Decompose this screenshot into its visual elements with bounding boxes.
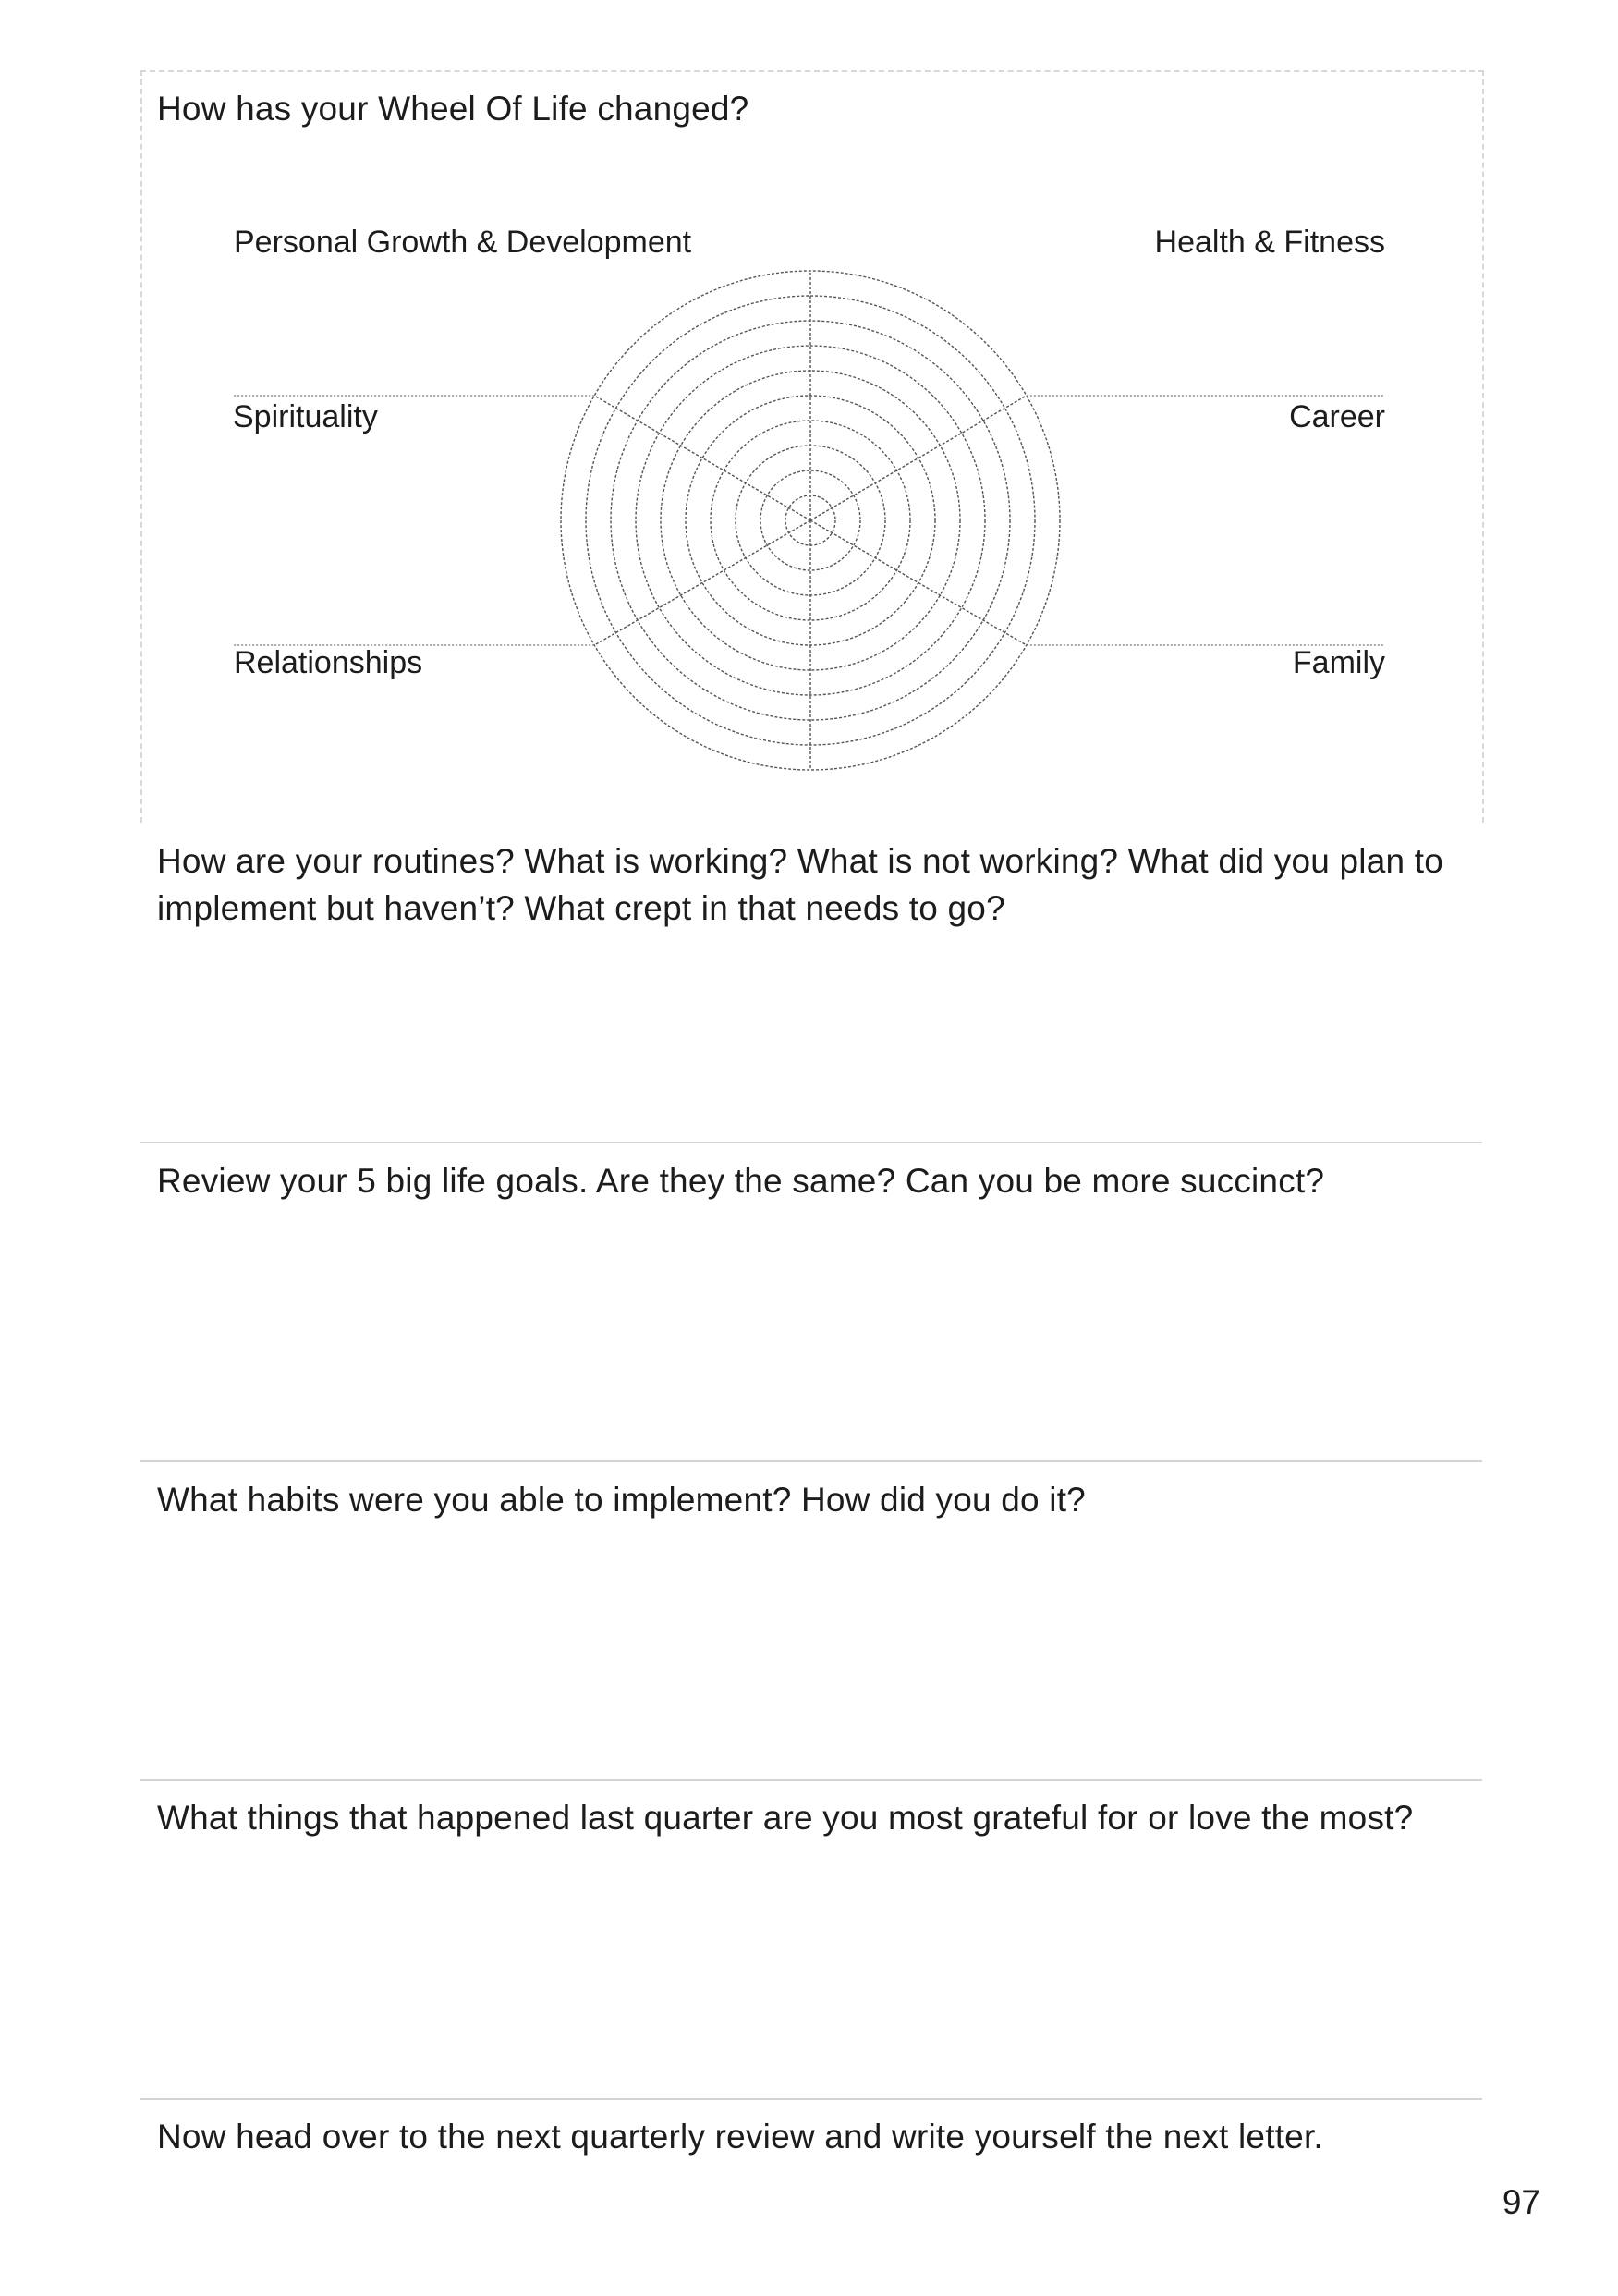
page-number: 97	[1502, 2183, 1540, 2221]
section-divider	[140, 1142, 1482, 1143]
prompt-wheel-of-life: How has your Wheel Of Life changed?	[157, 90, 749, 128]
section-divider	[140, 2098, 1482, 2100]
prompt-life-goals: Review your 5 big life goals. Are they the same? Can you be more succinct?	[157, 1162, 1325, 1200]
wheel-spoke	[594, 396, 810, 520]
wheel-label-spirituality: Spirituality	[233, 399, 378, 434]
wheel-label-health: Health & Fitness	[1154, 225, 1385, 260]
wheel-spoke	[810, 520, 1027, 645]
section-divider	[140, 1779, 1482, 1781]
wheel-label-family: Family	[1292, 645, 1385, 680]
wheel-label-career: Career	[1289, 399, 1385, 434]
wheel-label-personal-growth: Personal Growth & Development	[234, 225, 692, 260]
prompt-routines: How are your routines? What is working? What is not working? What did you plan to implement but haven’t? What crept in that needs to go?	[157, 842, 1444, 927]
wheel-spoke	[594, 520, 810, 645]
prompt-habits: What habits were you able to implement? How did you do it?	[157, 1481, 1086, 1519]
prompt-next-letter: Now head over to the next quarterly review and write yourself the next letter.	[157, 2118, 1323, 2156]
wheel-label-relationships: Relationships	[234, 645, 423, 680]
prompt-grateful: What things that happened last quarter are you most grateful for or love the most?	[157, 1799, 1414, 1837]
wheel-spoke	[810, 396, 1027, 520]
section-divider	[140, 1460, 1482, 1462]
